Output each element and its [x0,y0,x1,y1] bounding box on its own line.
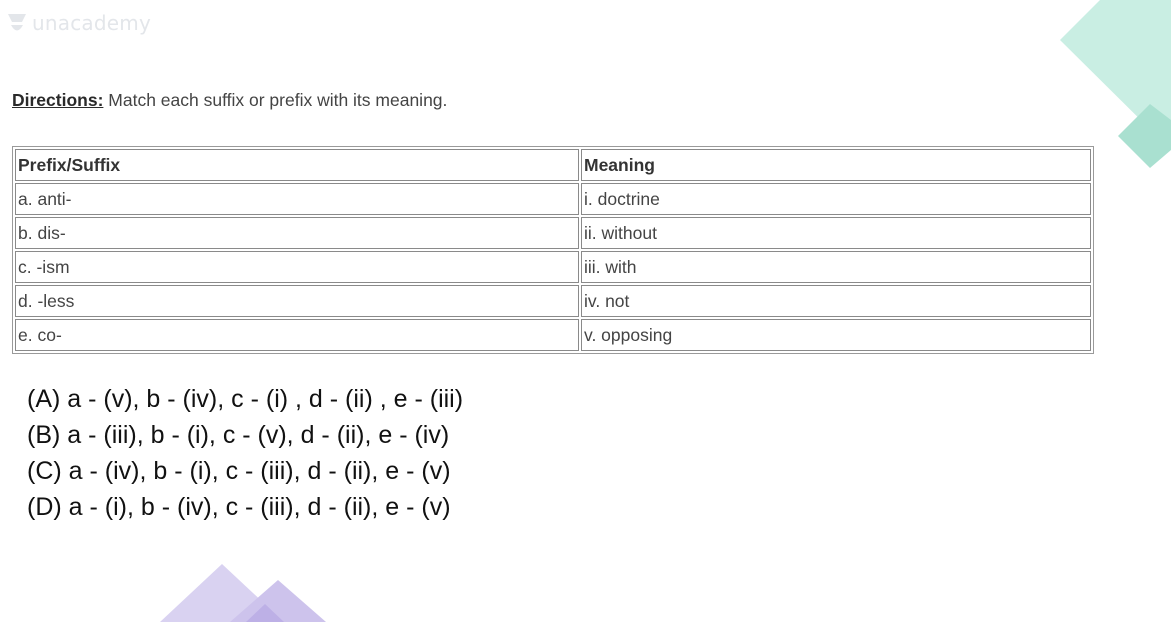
header-meaning: Meaning [581,149,1091,181]
table-row [15,217,1091,249]
prefix-cell: a. anti- [15,183,579,215]
meaning-cell: v. opposing [581,319,1091,351]
logo-text: unacademy [32,11,151,35]
header-prefix-suffix: Prefix/Suffix [15,149,579,181]
meaning-cell: iv. not [581,285,1091,317]
meaning-cell: iii. with [581,251,1091,283]
meaning-cell: i. doctrine [581,183,1091,215]
table-header-row [15,149,1091,181]
prefix-cell: b. dis- [15,217,579,249]
purple-triangle-decoration [150,560,340,622]
meaning-cell: ii. without [581,217,1091,249]
prefix-cell: d. -less [15,285,579,317]
answer-options [27,381,463,525]
option-a: (A) a - (v), b - (iv), c - (i) , d - (ii) , e - (iii) [27,385,464,413]
table-row [15,319,1091,351]
prefix-cell: c. -ism [15,251,579,283]
option-b: (B) a - (iii), b - (i), c - (v), d - (ii), e - (iv) [27,421,450,449]
table-row [15,251,1091,283]
prefix-cell: e. co- [15,319,579,351]
option-c: (C) a - (iv), b - (i), c - (iii), d - (ii), e - (v) [27,457,451,485]
table-row [15,183,1091,215]
unacademy-logo-icon [6,10,28,36]
directions-text: Match each suffix or prefix with its meaning. [103,90,448,110]
table-row [15,285,1091,317]
matching-table [12,146,1094,354]
directions-label: Directions: [12,90,104,110]
option-d: (D) a - (i), b - (iv), c - (iii), d - (ii), e - (v) [27,493,451,521]
directions-line [12,90,447,111]
unacademy-logo [6,10,151,36]
